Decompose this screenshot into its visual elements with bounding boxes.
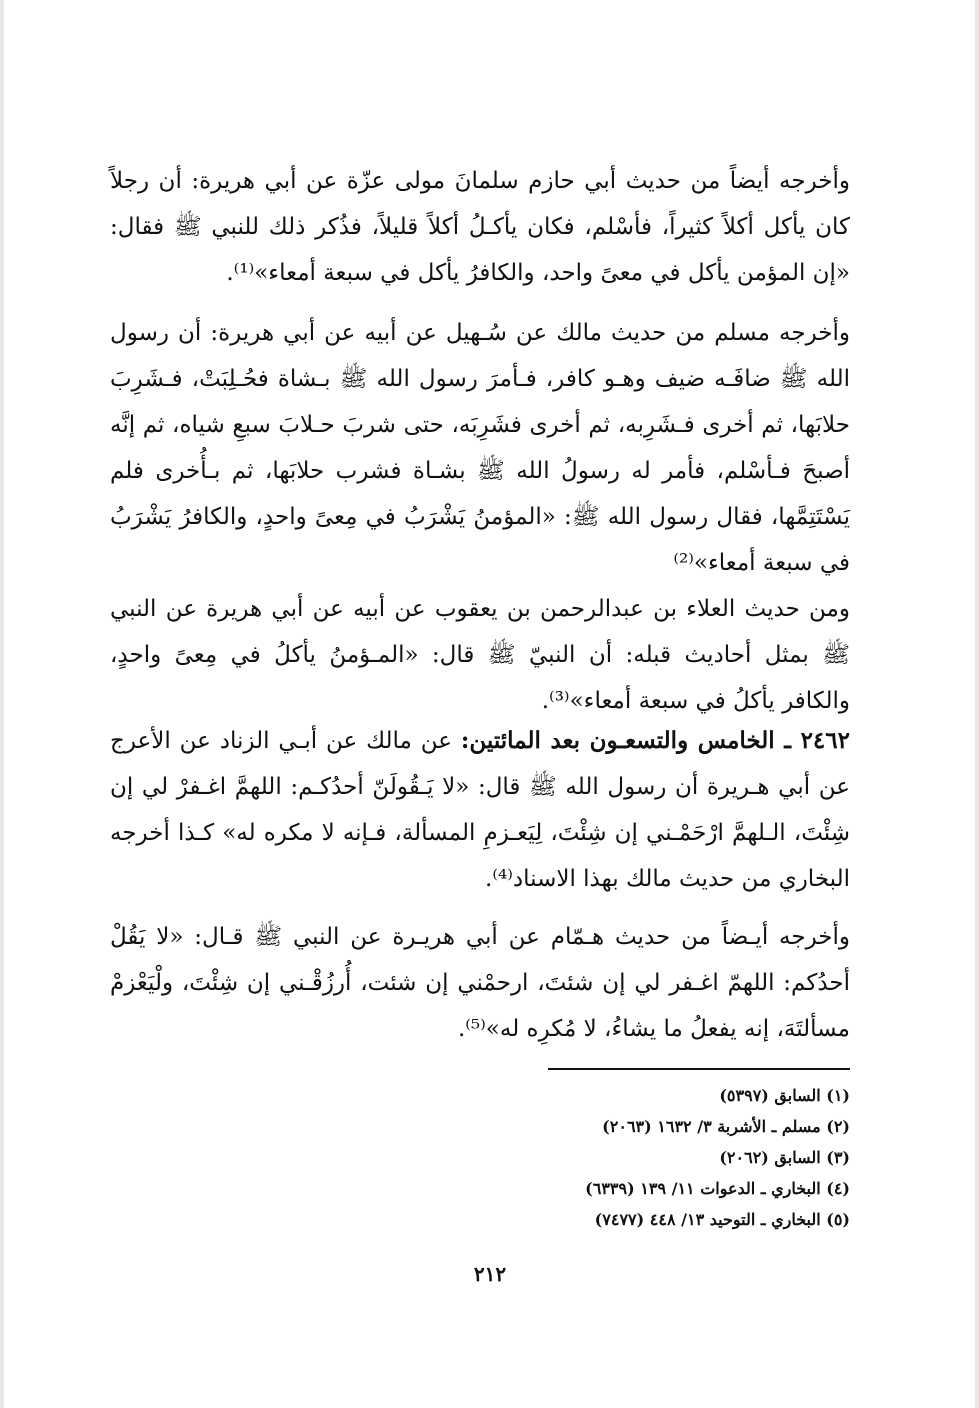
footnote-divider [548, 1068, 850, 1070]
paragraph-4-text: عن مالك عن أبـي الزناد عن الأعرج عن أبي هـريرة أن رسول الله ﷺ قال: «لا يَـقُولَنّ أحدُكـم: اللهمَّ اغـفرْ لي إن شِئْتَ، الـلهمَّ ارْحَمْـني إن شِئْتَ، لِيَعـزمِ المسألة، فـإنه لا مكره له» كـذا أخرجه البخاري من حديث مالك بهذا الاسناد⁽⁴⁾. [110, 728, 850, 892]
paragraph-5-text: وأخرجه أيـضاً من حديث هـمّام عن أبي هريـرة عن النبي ﷺ قـال: «لا يَقُلْ أحدُكم: اللهمّ اغـفر لي إن شئتَ، ارحمْني إن شئت، أُرزُقْـني إن شِئْتَ، ولْيَعْزمْ مسألتَهَ، إنه يفعلُ ما يشاءُ، لا مُكرِه له»⁽⁵⁾. [110, 924, 850, 1042]
paragraph-1-text: وأخرجه أيضاً من حديث أبي حازم سلمانَ مولى عزّة عن أبي هريرة: أن رجلاً كان يأكل أكلاً كثيراً، فأسْلم، فكان يأكـلُ أكلاً قليلاً، فذُكر ذلك للنبي ﷺ فقال: «إن المؤمن يأكل في معىً واحد، والكافرُ يأكل في سبعة أمعاء»⁽¹⁾. [110, 168, 850, 286]
paragraph-3-text: ومن حديث العلاء بن عبدالرحمن بن يعقوب عن أبيه عن أبي هريرة عن النبي ﷺ بمثل أحاديث قبله: أن النبيّ ﷺ قال: «المـؤمنُ يأكلُ في مِعىً واحدٍ، والكافر يأكلُ في سبعة أمعاء»⁽³⁾. [110, 596, 850, 714]
footnote-1: (١) السابق (٥٣٩٧) [719, 1086, 850, 1105]
footnote-2: (٢) مسلم ـ الأشربة ٣/ ١٦٣٢ (٢٠٦٣) [602, 1117, 850, 1136]
footnotes [470, 1080, 850, 1235]
footnote-4: (٤) البخاري ـ الدعوات ١١/ ١٣٩ (٦٣٣٩) [585, 1179, 850, 1198]
footnote-5: (٥) البخاري ـ التوحيد ١٣/ ٤٤٨ (٧٤٧٧) [594, 1210, 850, 1229]
scan-edge-left [0, 0, 4, 1408]
paragraph-4 [110, 718, 850, 902]
footnote-3: (٣) السابق (٢٠٦٢) [719, 1148, 850, 1167]
paragraph-2 [110, 310, 850, 586]
scan-edge-right [975, 0, 979, 1408]
hadith-number-heading: ٢٤٦٢ ـ الخامس والتسعـون بعد المائتين: [460, 727, 850, 754]
paragraph-2-text: وأخرجه مسلم من حديث مالك عن سُـهيل عن أبيه عن أبي هريرة: أن رسول الله ﷺ ضافَـه ضيف وهـو كافر، فـأمرَ رسول الله ﷺ بـشاة فحُـلِبَتْ، فـشَرِبَ حلابَها، ثم أخرى فـشَرِبه، ثم أخرى فشَرِبَه، حتى شربَ حـلابَ سبعِ شياه، ثم إنَّه أصبحَ فـأسْلم، فأمر له رسولُ الله ﷺ بشـاة فشرب حلابَها، ثم بـأُخرى فلم يَسْتَتِمَّها، فقال رسول الله ﷺ: «المؤمنُ يَشْرَبُ في مِعىً واحدٍ، والكافرُ يَشْرَبُ في سبعة أمعاء»⁽²⁾ [110, 320, 851, 576]
paragraph-3 [110, 586, 850, 724]
page-number: ٢١٢ [473, 1262, 507, 1286]
paragraph-1 [110, 158, 850, 296]
paragraph-5 [110, 914, 850, 1052]
